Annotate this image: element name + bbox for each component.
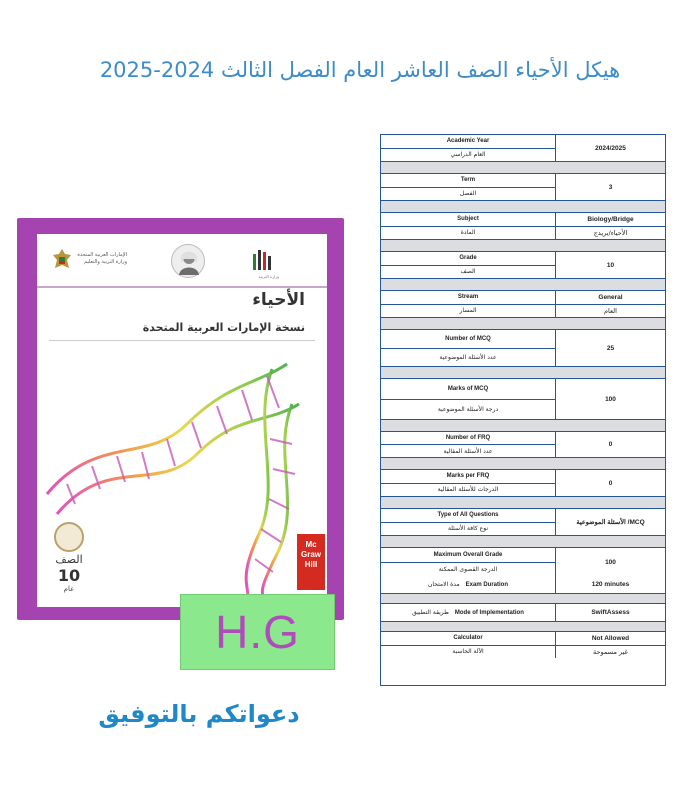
row-label-cell: [381, 470, 556, 496]
row-value-cell: [556, 174, 665, 200]
table-row: [381, 632, 665, 658]
table-row: [381, 252, 665, 278]
header-divider: [37, 286, 327, 288]
row-value-cell: [556, 548, 665, 576]
row-label-en: Exam Duration: [465, 581, 508, 588]
row-value: 0: [608, 479, 613, 487]
table-row: [381, 432, 665, 457]
row-label-cell: [381, 291, 556, 317]
table-row: [381, 470, 665, 496]
moe-caption: وزارة التربية: [258, 274, 279, 279]
row-value-cell: [556, 632, 665, 658]
row-value: 100: [605, 395, 616, 403]
table-row: [381, 604, 665, 621]
row-value: 2024/2025: [595, 144, 626, 152]
row-value-ar: غير مسموحة: [593, 647, 628, 656]
row-value-cell: [556, 432, 665, 457]
row-label-ar: الفصل: [459, 190, 477, 198]
row-value-cell: [556, 604, 665, 621]
table-spacer-row: [381, 239, 665, 252]
table-spacer-row: [381, 317, 665, 330]
table-spacer-row: [381, 457, 665, 470]
table-row: [381, 213, 665, 239]
grade-seal-icon: [54, 522, 84, 552]
uae-ministry-text: الإمارات العربية المتحدة وزارة التربية والتعليم: [77, 252, 127, 265]
cover-divider: [49, 340, 315, 341]
row-label-cell: [381, 252, 556, 278]
row-label-cell: [381, 576, 556, 593]
row-label-cell: [381, 604, 556, 621]
row-label-en: Term: [381, 174, 555, 188]
cover-subtitle: نسخة الإمارات العربية المتحدة: [142, 321, 305, 334]
row-label-en: Calculator: [381, 632, 555, 646]
row-value-cell: [556, 291, 665, 317]
table-row: [381, 135, 665, 161]
table-spacer-row: [381, 278, 665, 291]
row-label-ar: المسار: [459, 307, 477, 315]
row-value: الأسئلة الموضوعية /MCQ: [576, 519, 645, 526]
row-label-cell: [381, 509, 556, 535]
row-label-ar: طريقة التطبيق: [412, 609, 449, 616]
row-label-cell: [381, 174, 556, 200]
table-spacer-row: [381, 366, 665, 379]
row-value-cell: [556, 135, 665, 161]
table-spacer-row: [381, 200, 665, 213]
row-label-en: Academic Year: [381, 135, 555, 149]
row-label-ar: الدرجة القصوى الممكنة: [438, 565, 498, 573]
book-cover-inner: [37, 234, 327, 607]
row-label-ar: مدة الامتحان: [428, 581, 460, 588]
row-label-en: Maximum Overall Grade: [381, 548, 555, 563]
row-value: 10: [606, 261, 615, 269]
row-label-en: Marks per FRQ: [381, 470, 555, 484]
row-value: Biology/Bridge: [556, 213, 665, 227]
row-value: 100: [605, 558, 616, 566]
grade-label: الصف: [55, 553, 83, 566]
row-label-ar: عدد الأسئلة الموضوعية: [439, 353, 497, 361]
row-label-cell: [381, 330, 556, 366]
book-cover: [17, 218, 344, 620]
row-label-cell: [381, 432, 556, 457]
table-spacer-row: [381, 535, 665, 548]
table-spacer-row: [381, 593, 665, 604]
row-value-cell: [556, 330, 665, 366]
row-label-cell: [381, 213, 556, 239]
cover-header: [37, 234, 327, 294]
table-row: [381, 174, 665, 200]
row-label-ar: نوع كافة الأسئلة: [447, 525, 489, 533]
row-label-ar: الصف: [460, 268, 476, 276]
table-row: [381, 548, 665, 576]
portrait-icon: [177, 249, 201, 275]
row-value-ar: العام: [604, 306, 617, 315]
row-value-ar: الأحياء/بريدج: [593, 228, 628, 237]
publisher-logo: Mc Graw Hill: [297, 534, 325, 590]
table-spacer-row: [381, 419, 665, 432]
grade-stream: عام: [63, 585, 75, 593]
row-label-en: Number of FRQ: [381, 432, 555, 445]
row-label-ar: درجة الأسئلة الموضوعية: [437, 405, 499, 413]
row-label-en: Subject: [381, 213, 555, 227]
row-label-ar: المادة: [460, 229, 476, 237]
row-label-en: Marks of MCQ: [381, 379, 555, 400]
row-value: General: [556, 291, 665, 305]
row-label-ar: الآلة الحاسبة: [452, 648, 484, 656]
row-value: 0: [608, 441, 613, 448]
exam-spec-table: [380, 134, 666, 686]
row-label-ar: الدرجات للأسئلة المقالية: [437, 486, 499, 494]
grade-number: 10: [57, 566, 81, 585]
row-value-cell: [556, 213, 665, 239]
row-label-en: Mode of Implementation: [454, 609, 524, 616]
table-spacer-row: [381, 161, 665, 174]
table-spacer-row: [381, 621, 665, 632]
row-value-cell: [556, 252, 665, 278]
moe-logo-icon: [251, 248, 275, 276]
page-title: هيكل الأحياء الصف العاشر العام الفصل الثالث 2024-2025: [99, 58, 621, 82]
table-row: [381, 330, 665, 366]
row-value: 25: [606, 344, 615, 352]
table-row: [381, 379, 665, 419]
row-label-ar: عدد الأسئلة المقالية: [443, 447, 493, 455]
portrait-logo: [171, 244, 205, 278]
row-label-en: Type of All Questions: [381, 509, 555, 523]
row-value: Not Allowed: [556, 632, 665, 646]
row-value-cell: [556, 576, 665, 593]
row-label-cell: [381, 632, 556, 658]
row-label-ar: العام الدراسي: [450, 151, 486, 159]
blessing-text: دعواتكم بالتوفيق: [98, 700, 300, 728]
row-value-cell: [556, 470, 665, 496]
row-label-cell: [381, 135, 556, 161]
table-row: [381, 576, 665, 593]
author-badge: H.G: [180, 594, 335, 670]
table-spacer-row: [381, 496, 665, 509]
row-value: 3: [608, 183, 613, 191]
row-label-en: Grade: [381, 252, 555, 266]
row-value: 120 minutes: [591, 581, 630, 588]
row-value: SwiftAssess: [591, 609, 630, 616]
uae-emblem-icon: [51, 248, 73, 274]
row-label-cell: [381, 379, 556, 419]
row-value-cell: [556, 379, 665, 419]
cover-title: الأحياء: [252, 290, 305, 310]
row-label-en: Number of MCQ: [381, 330, 555, 349]
row-label-en: Stream: [381, 291, 555, 305]
grade-badge: [49, 522, 89, 596]
table-row: [381, 291, 665, 317]
row-value-cell: [556, 509, 665, 535]
table-row: [381, 509, 665, 535]
row-label-cell: [381, 548, 556, 576]
